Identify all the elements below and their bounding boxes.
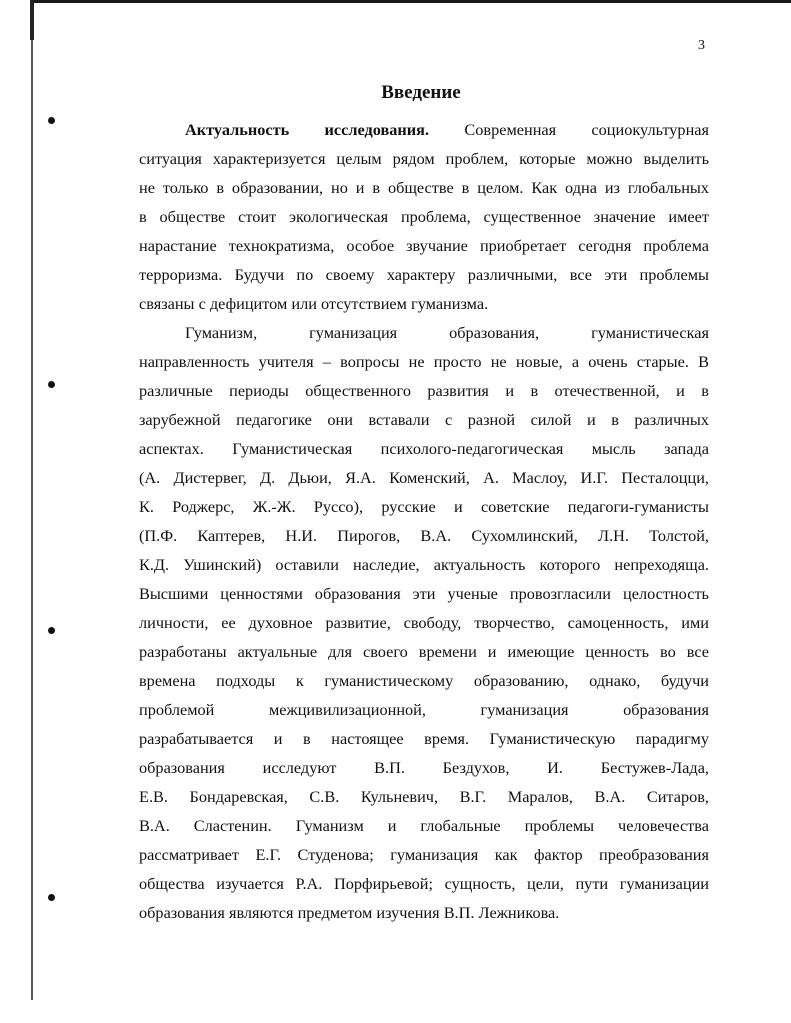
paragraph-line: К. Роджерс, Ж.-Ж. Руссо), русские и советские педагоги-гуманисты: [139, 497, 709, 516]
paragraph-line: личности, ее духовное развитие, свободу, творчество, самоценность, ими: [139, 613, 709, 632]
paragraph-line: нарастание технократизма, особое звучание приобретает сегодня проблема: [139, 236, 709, 255]
paragraph-line: связаны с дефицитом или отсутствием гуманизма.: [139, 294, 489, 313]
paragraph-line: образования являются предметом изучения В.П. Лежникова.: [139, 903, 560, 922]
paragraph-line: разработаны актуальные для своего времени и имеющие ценность во все: [139, 642, 709, 661]
paragraph-line: Актуальность исследования. Современная социокультурная: [185, 120, 710, 139]
paragraph-line: не только в образовании, но и в обществе в целом. Как одна из глобальных: [139, 178, 709, 197]
paragraph-relevance: [139, 115, 709, 318]
punch-hole-mark: [48, 894, 55, 901]
paragraph-line: общества изучается Р.А. Порфирьевой; сущность, цели, пути гуманизации: [139, 874, 709, 893]
document-body: [139, 115, 709, 927]
paragraph-line: разрабатывается и в настоящее время. Гуманистическую парадигму: [139, 729, 709, 748]
paragraph-line: Высшими ценностями образования эти ученые провозгласили целостность: [139, 584, 709, 603]
paragraph-line: направленность учителя – вопросы не просто не новые, а очень старые. В: [139, 352, 709, 371]
paragraph-line: образования исследуют В.П. Бездухов, И. Бестужев-Лада,: [139, 758, 709, 777]
punch-hole-mark: [48, 117, 55, 124]
paragraph-line: Е.В. Бондаревская, С.В. Кульневич, В.Г. Маралов, В.А. Ситаров,: [139, 787, 709, 806]
scan-top-edge: [31, 0, 791, 3]
paragraph-line: времена подходы к гуманистическому образованию, однако, будучи: [139, 671, 709, 690]
paragraph-line: Гуманизм, гуманизация образования, гуманистическая: [185, 323, 709, 342]
paragraph-line: терроризма. Будучи по своему характеру различными, все эти проблемы: [139, 265, 709, 284]
paragraph-line: рассматривает Е.Г. Студенова; гуманизация как фактор преобразования: [139, 845, 709, 864]
paragraph-line: (П.Ф. Каптерев, Н.И. Пирогов, В.А. Сухомлинский, Л.Н. Толстой,: [139, 526, 709, 545]
punch-hole-mark: [48, 627, 55, 634]
scan-left-edge: [31, 0, 33, 1000]
paragraph-line: в обществе стоит экологическая проблема, существенное значение имеет: [139, 207, 709, 226]
paragraph-line: зарубежной педагогике они вставали с разной силой и в различных: [139, 410, 709, 429]
paragraph-line: аспектах. Гуманистическая психолого-педагогическая мысль запада: [139, 439, 709, 458]
paragraph-line: (А. Дистервег, Д. Дьюи, Я.А. Коменский, А. Маслоу, И.Г. Песталоцци,: [139, 468, 709, 487]
paragraph-line: ситуация характеризуется целым рядом проблем, которые можно выделить: [139, 149, 709, 168]
page-title: Введение: [381, 82, 461, 103]
page-number: 3: [698, 38, 705, 53]
lead-heading: Актуальность исследования.: [185, 120, 430, 139]
paragraph-line: различные периоды общественного развития и в отечественной, и в: [139, 381, 709, 400]
paragraph-humanism: [139, 318, 709, 927]
paragraph-line: проблемой межцивилизационной, гуманизация образования: [139, 700, 709, 719]
paragraph-line: К.Д. Ушинский) оставили наследие, актуальность которого непреходяща.: [139, 555, 709, 574]
paragraph-line: В.А. Сластенин. Гуманизм и глобальные проблемы человечества: [139, 816, 709, 835]
scan-left-edge-top: [30, 0, 34, 40]
punch-hole-mark: [48, 381, 55, 388]
